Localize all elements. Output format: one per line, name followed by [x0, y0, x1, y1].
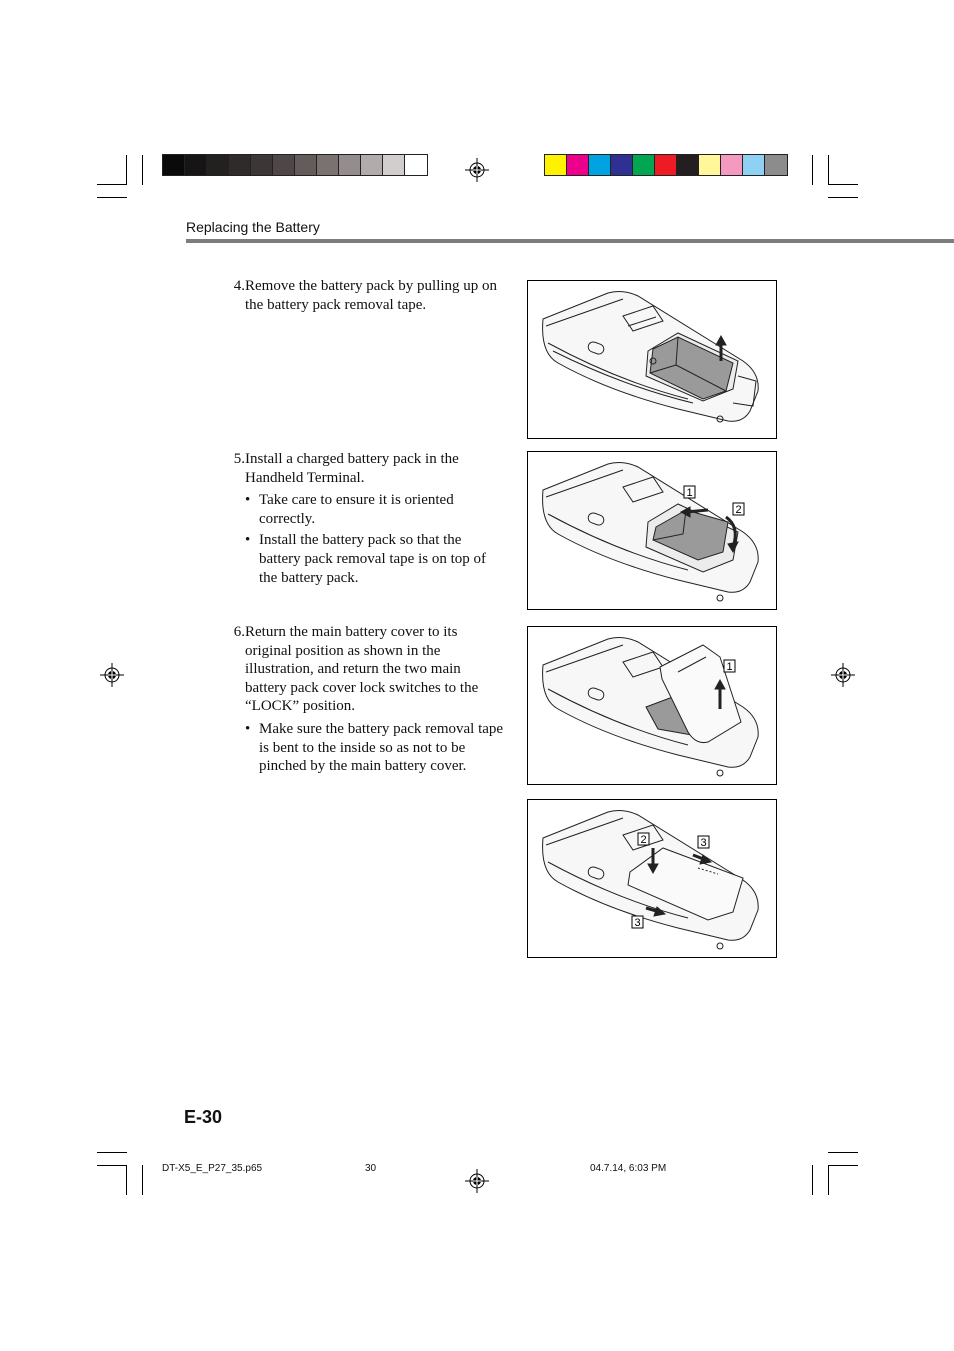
- step-notes: [245, 491, 506, 587]
- figure-install-battery: [527, 451, 777, 610]
- callout-label: 3: [634, 917, 641, 929]
- footer-page: 30: [365, 1163, 377, 1174]
- step-text: Remove the battery pack by pulling up on the battery pack removal tape.: [245, 278, 498, 313]
- step-text: Return the main battery cover to its original position as shown in the illustration, and return the two main battery pack cover lock switches to the “LOCK” position.: [245, 624, 479, 715]
- step-4: [228, 277, 506, 314]
- color-calibration-bar: [544, 154, 788, 176]
- callout-label: 3: [700, 837, 707, 849]
- color-swatch: [317, 155, 339, 175]
- registration-mark-left: [100, 663, 124, 687]
- step-number: 6.: [233, 624, 245, 640]
- step-notes: [245, 720, 506, 776]
- color-swatch: [251, 155, 273, 175]
- color-swatch: [185, 155, 207, 175]
- step-6: [228, 623, 506, 779]
- footer-timestamp: 04.7.14, 6:03 PM: [590, 1163, 667, 1174]
- callout-label: 1: [686, 487, 693, 499]
- grayscale-calibration-bar: [162, 154, 428, 176]
- color-swatch: [721, 155, 743, 175]
- color-swatch: [339, 155, 361, 175]
- color-swatch: [207, 155, 229, 175]
- color-swatch: [229, 155, 251, 175]
- note-item: • Make sure the battery pack removal tape is bent to the inside so as not to be pinched by the main battery cover.: [245, 720, 506, 776]
- color-swatch: [567, 155, 589, 175]
- figure-return-cover: [527, 626, 777, 785]
- color-swatch: [273, 155, 295, 175]
- color-swatch: [633, 155, 655, 175]
- step-number: 5.: [233, 451, 245, 467]
- figure-remove-battery: [527, 280, 777, 439]
- note-item: • Take care to ensure it is oriented correctly.: [245, 491, 506, 528]
- color-swatch: [699, 155, 721, 175]
- color-swatch: [545, 155, 567, 175]
- color-swatch: [295, 155, 317, 175]
- step-5: [228, 450, 506, 590]
- footer-filename: DT-X5_E_P27_35.p65: [162, 1163, 263, 1174]
- color-swatch: [677, 155, 699, 175]
- callout-label: 2: [735, 504, 742, 516]
- callout-label: 2: [640, 834, 647, 846]
- color-swatch: [743, 155, 765, 175]
- note-item: • Install the battery pack so that the battery pack removal tape is on top of the battery pack.: [245, 531, 506, 587]
- color-swatch: [163, 155, 185, 175]
- callout-label: 1: [726, 661, 733, 673]
- color-swatch: [361, 155, 383, 175]
- color-swatch: [655, 155, 677, 175]
- figure-lock-cover: [527, 799, 777, 958]
- registration-mark-top: [465, 158, 489, 182]
- color-swatch: [589, 155, 611, 175]
- color-swatch: [383, 155, 405, 175]
- registration-mark-right: [831, 663, 855, 687]
- step-text: Install a charged battery pack in the Handheld Terminal.: [245, 451, 459, 486]
- color-swatch: [611, 155, 633, 175]
- header-rule: [186, 239, 954, 243]
- section-title: Replacing the Battery: [186, 219, 320, 235]
- color-swatch: [405, 155, 427, 175]
- registration-mark-bottom: [465, 1169, 489, 1193]
- step-number: 4.: [233, 278, 245, 294]
- color-swatch: [765, 155, 787, 175]
- page-number: E-30: [184, 1107, 223, 1127]
